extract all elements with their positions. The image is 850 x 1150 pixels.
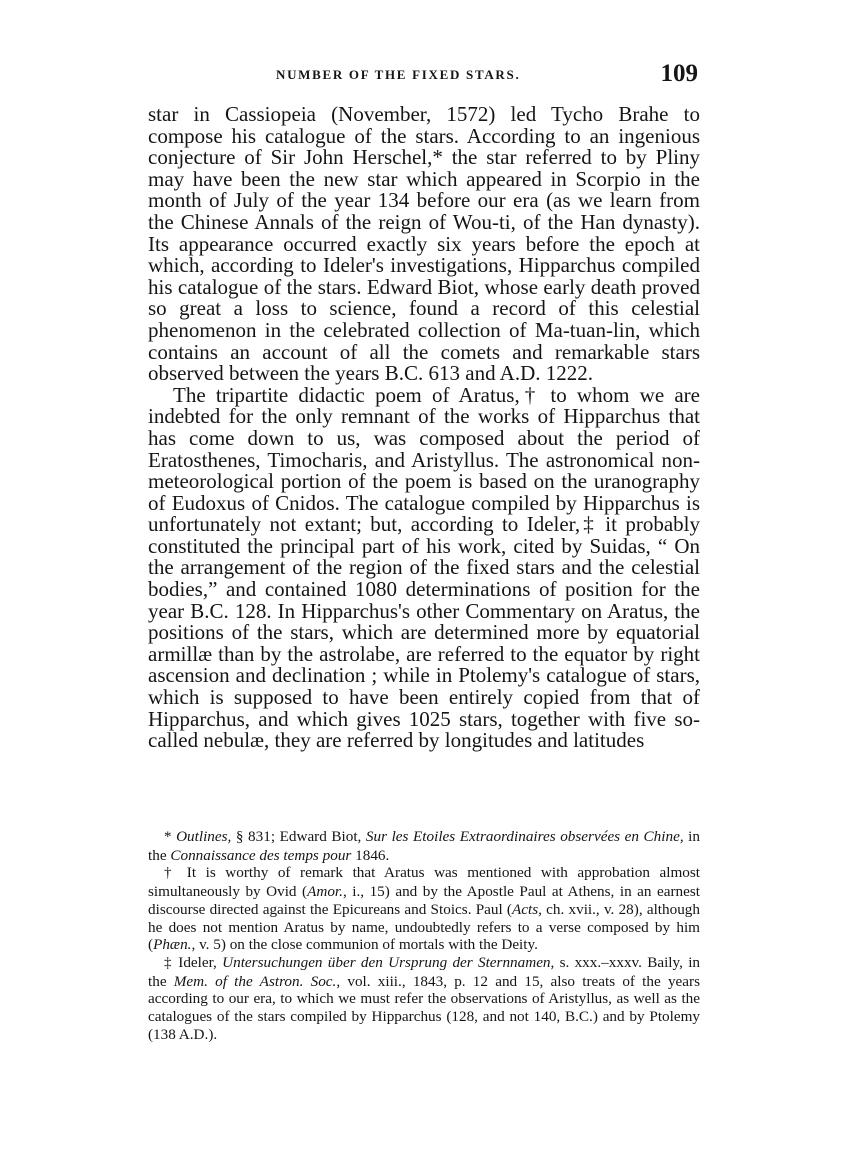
footnote-italic-text: Mem. of the Astron. Soc. — [173, 972, 337, 990]
footnotes — [148, 828, 700, 1043]
paragraph-1: star in Cassiopeia (November, 1572) led Tycho Brahe to compose his catalogue of the stars. According to an ingenious conjecture of Sir John Herschel,* the star referred to by Pliny may have been the new star which appeared in Scorpio in the month of July of the year 134 before our era (as we learn from the Chinese Annals of the reign of Wou-ti, of the Han dynasty). Its appearance occurred exactly six years before the epoch at which, according to Ideler's investigations, Hipparchus compiled his catalogue of the stars. Edward Biot, whose early death proved so great a loss to science, found a record of this celestial phenomenon in the celebrated collection of Ma-tuan-lin, which contains an account of all the comets and remarkable stars observed between the years B.C. 613 and A.D. 1222. — [148, 102, 700, 386]
footnote-1 — [148, 828, 700, 864]
footnote-italic-text: Sur les Etoiles Extraordinaires observées en Chine, — [365, 828, 684, 845]
body-text — [148, 104, 700, 752]
footnote-text: , i., 15) and by the Apostle Paul at Athens, in an earnest discourse directed against the Epicureans and Stoics. Paul ( — [148, 883, 700, 918]
footnote-text: § 831; Edward Biot, — [231, 828, 366, 845]
footnote-italic-text: Connaissance des temps pour — [170, 846, 352, 864]
page-header — [148, 62, 700, 90]
page-number: 109 — [660, 60, 698, 87]
footnote-marker: ‡ — [164, 954, 173, 971]
running-head: NUMBER OF THE FIXED STARS. — [276, 67, 521, 82]
footnote-text: ch. xvii., v. 28), although he does not mention Aratus by name, undoubtedly refers to a verse composed by him ( — [148, 900, 700, 954]
footnote-marker: * — [164, 829, 172, 845]
footnote-marker: † — [164, 865, 178, 882]
footnote-italic-text: Amor. — [307, 883, 343, 901]
footnote-italic-text: Outlines, — [176, 828, 232, 845]
footnote-3 — [148, 954, 700, 1044]
paragraph-2: The tripartite didactic poem of Aratus,† to whom we are indebted for the only remnant of the works of Hipparchus that has come down to us, was composed about the period of Eratosthenes, Timocharis, and Aristyllus. The astronomical non-meteorological portion of the poem is based on the uranography of Eudoxus of Cnidos. The catalogue compiled by Hipparchus is unfortunately not extant; but, according to Ideler,‡ it probably constituted the principal part of his work, cited by Suidas, “ On the arrangement of the region of the fixed stars and the celestial bodies,” and contained 1080 determinations of position for the year B.C. 128. In Hipparchus's other Commentary on Aratus, the positions of the stars, which are determined more by equatorial armillæ than by the astrolabe, are referred to the equator by right ascension and declination ; while in Ptolemy's catalogue of stars, which is supposed to have been entirely copied from that of Hipparchus, and which gives 1025 stars, together with five so-called nebulæ, they are referred by longitudes and latitudes — [148, 382, 700, 753]
footnote-2 — [148, 864, 700, 954]
footnote-text: , v. 5) on the close communion of mortals with the Deity. — [191, 936, 538, 954]
footnote-italic-text: Untersuchungen über den Ursprung der Sternnamen, — [222, 953, 555, 971]
footnote-text: in the — [148, 828, 700, 864]
footnote-italic-text: Phæn. — [153, 936, 192, 954]
footnote-italic-text: Acts, — [511, 900, 542, 918]
footnote-text: Ideler, — [172, 953, 223, 971]
footnote-text: 1846. — [351, 846, 390, 864]
footnote-text: It is worthy of remark that Aratus was mentioned with approbation almost simultaneously by Ovid ( — [148, 864, 700, 901]
footnote-text: s. xxx.–xxxv. Baily, in the — [148, 953, 701, 990]
footnote-text: , vol. xiii., 1843, p. 12 and 15, also treats of the years according to our era, to which we must refer the observations of Aristyllus, as well as the catalogues of the stars compiled by Hipparchus (128, and not 140, B.C.) and by Ptolemy (138 A.D.). — [148, 972, 700, 1043]
